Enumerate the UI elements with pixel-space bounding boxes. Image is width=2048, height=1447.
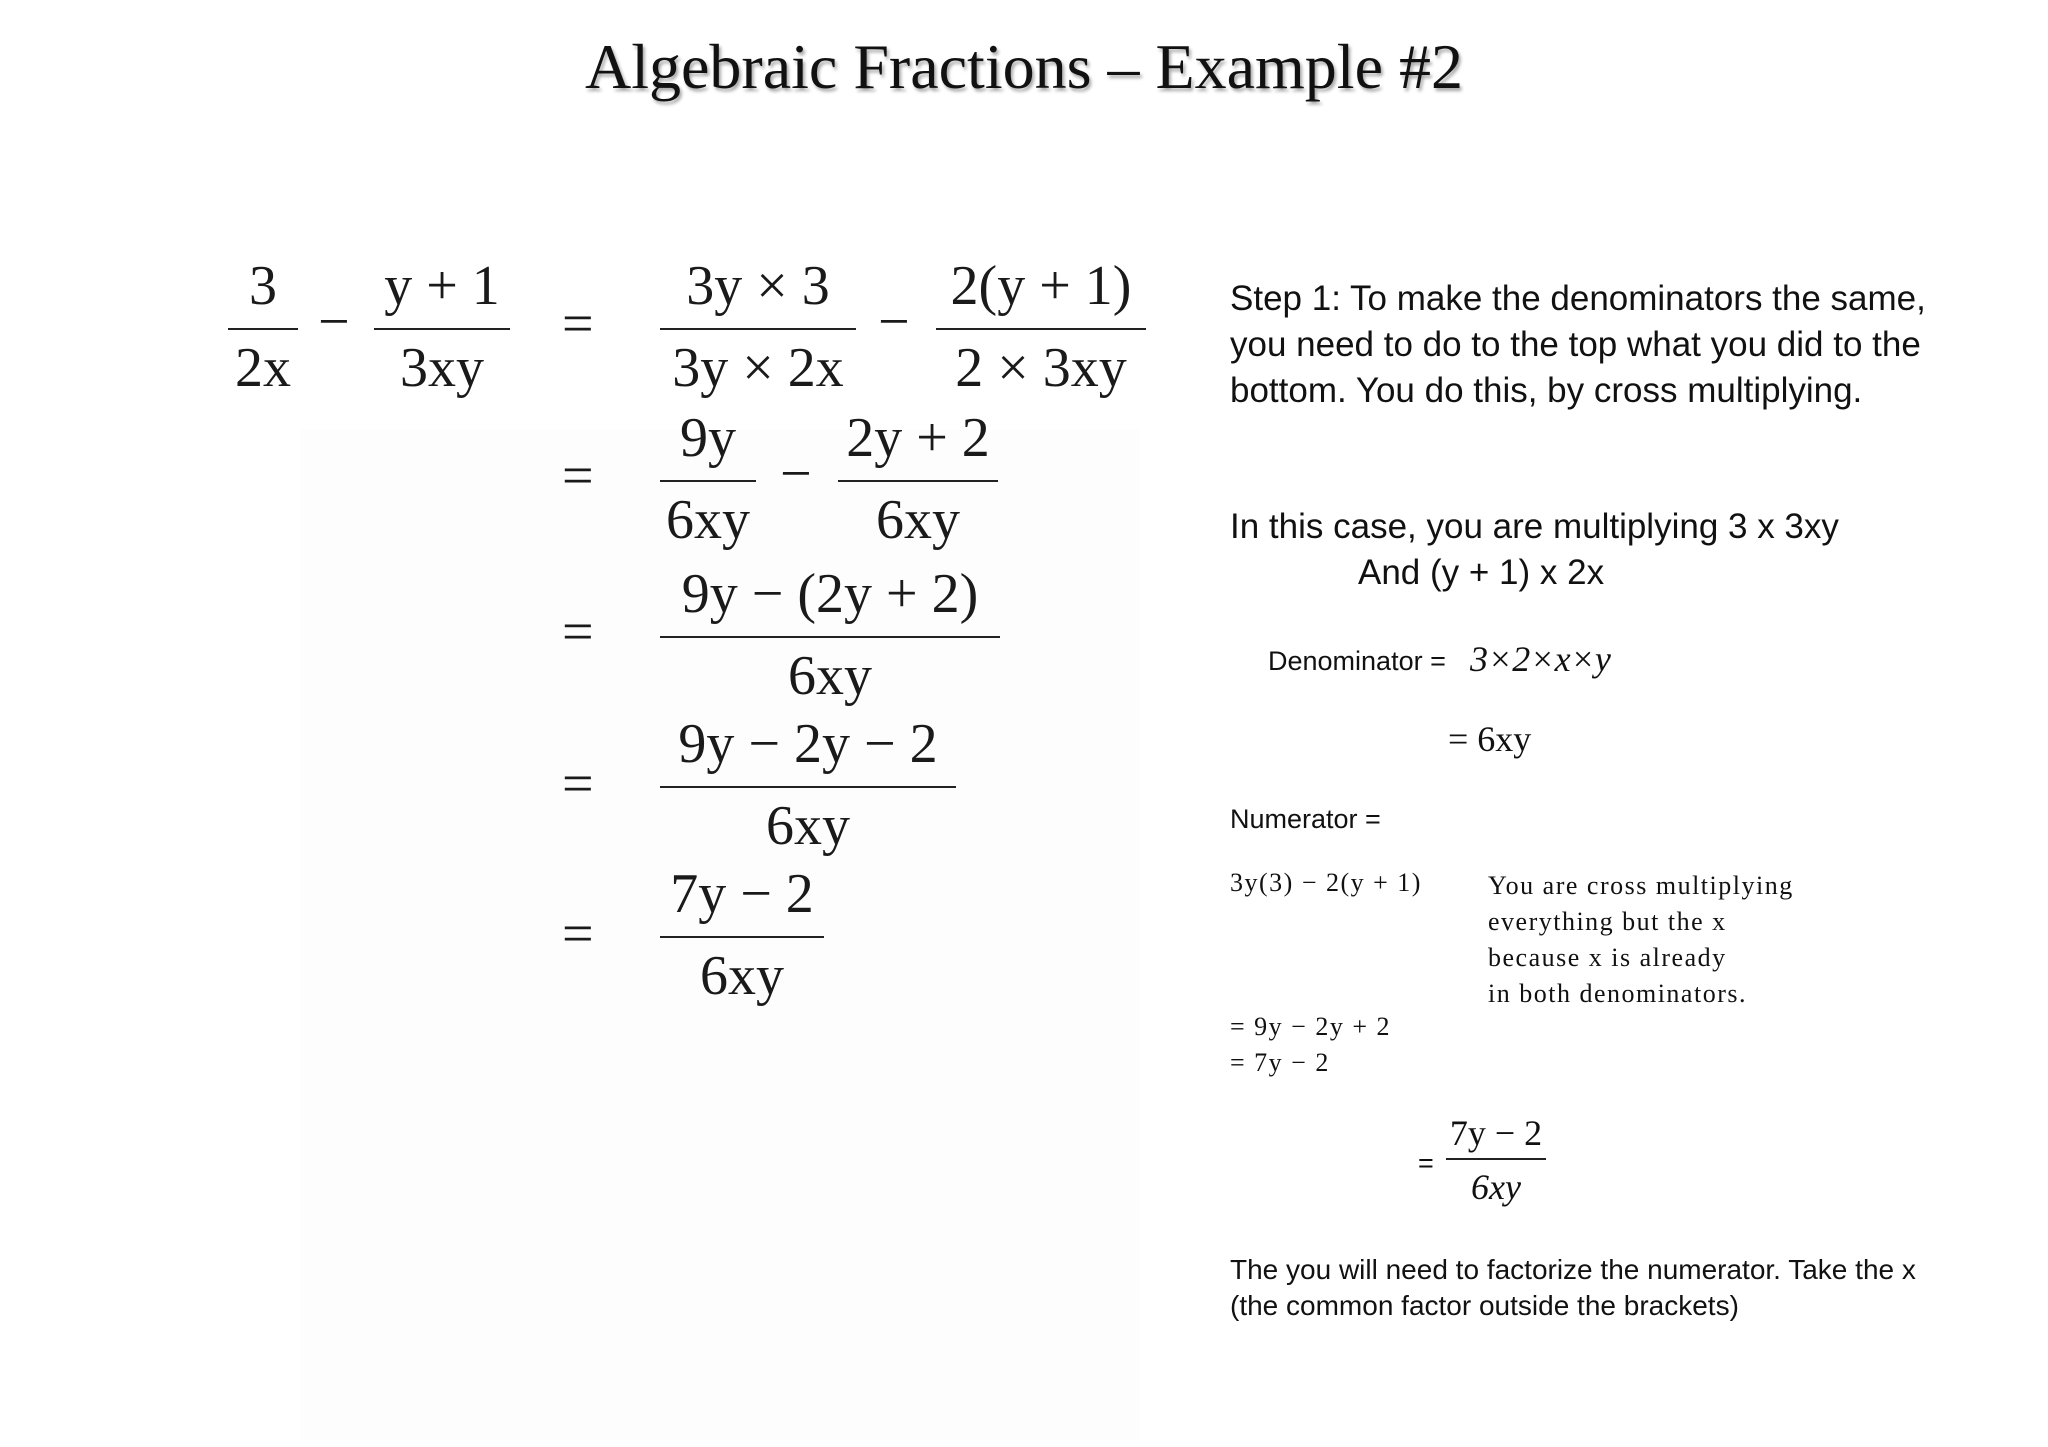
fraction-bar xyxy=(660,786,956,788)
page-title: Algebraic Fractions – Example #2 xyxy=(585,31,1463,102)
fraction-bar xyxy=(1446,1158,1546,1160)
numerator: 9y xyxy=(680,407,736,469)
fraction-combined xyxy=(660,563,1000,707)
fraction-bar xyxy=(228,328,298,330)
fraction-bar xyxy=(838,480,998,482)
numerator: 2y + 2 xyxy=(846,407,990,469)
fraction-3y3-over-3y2x xyxy=(660,255,856,399)
fraction-bar xyxy=(660,328,856,330)
step-1-text: Step 1: To make the denominators the same, you need to do to the top what you did to the bottom. You do this, by cross multiplying. xyxy=(1230,279,1926,410)
fraction-bar xyxy=(374,328,510,330)
denominator: 3xy xyxy=(400,337,484,399)
numerator: 7y − 2 xyxy=(1449,1113,1543,1153)
numerator: 9y − (2y + 2) xyxy=(681,563,979,625)
fraction-bar xyxy=(660,480,756,482)
case-line-2: And (y + 1) x 2x xyxy=(1358,553,1605,592)
note-line: You are cross multiplying xyxy=(1488,871,1794,900)
minus-sign: − xyxy=(878,291,910,353)
minus-sign: − xyxy=(780,443,812,505)
denominator: 6xy xyxy=(876,489,960,551)
fraction-result xyxy=(660,863,824,1007)
equals-sign: = xyxy=(562,753,594,815)
denominator-label: Denominator = xyxy=(1268,646,1446,676)
denominator: 6xy xyxy=(766,795,850,857)
note-line: because x is already xyxy=(1488,943,1727,972)
numerator-label: Numerator = xyxy=(1230,804,1381,834)
equals-sign: = xyxy=(562,445,594,507)
numerator: 3y × 3 xyxy=(686,255,830,317)
closing-text: The you will need to factorize the numerator. Take the x (the common factor outside the brackets) xyxy=(1230,1254,1916,1321)
numerator: 7y − 2 xyxy=(670,863,814,925)
minus-sign: − xyxy=(318,291,350,353)
denominator: 2 × 3xy xyxy=(955,337,1127,399)
denominator: 6xy xyxy=(788,645,872,707)
numerator: 9y − 2y − 2 xyxy=(678,713,938,775)
numerator: 2(y + 1) xyxy=(950,255,1132,317)
note-line: everything but the x xyxy=(1488,907,1727,936)
fraction-2y1-over-2-3xy xyxy=(936,255,1146,399)
numerator: 3 xyxy=(249,255,277,317)
fraction-y-plus-1-over-3xy xyxy=(374,255,510,399)
numerator-note xyxy=(1488,868,1794,1012)
fraction-bar xyxy=(936,328,1146,330)
final-fraction xyxy=(1446,1112,1546,1208)
denominator: 6xy xyxy=(666,489,750,551)
fraction-bar xyxy=(660,636,1000,638)
equals-sign: = xyxy=(562,601,594,663)
equals-sign: = xyxy=(562,903,594,965)
fraction-expanded xyxy=(660,713,956,857)
case-line-1: In this case, you are multiplying 3 x 3xy xyxy=(1230,507,1839,546)
numerator-step-1: = 9y − 2y + 2 xyxy=(1230,1012,1391,1041)
denominator-result: = 6xy xyxy=(1448,719,1532,759)
fraction-9y-over-6xy xyxy=(660,407,756,551)
fraction-2y2-over-6xy xyxy=(838,407,998,551)
denominator: 3y × 2x xyxy=(672,337,844,399)
note-line: in both denominators. xyxy=(1488,979,1747,1008)
equals-sign: = xyxy=(562,293,594,355)
numerator: y + 1 xyxy=(384,255,500,317)
fraction-bar xyxy=(660,936,824,938)
fraction-3-over-2x xyxy=(228,255,298,399)
denominator: 6xy xyxy=(700,945,784,1007)
numerator-expression: 3y(3) − 2(y + 1) xyxy=(1230,868,1422,897)
denominator: 6xy xyxy=(1471,1167,1521,1207)
denominator-expression: 3×2×x×y xyxy=(1470,639,1611,679)
numerator-step-2: = 7y − 2 xyxy=(1230,1048,1330,1077)
denominator: 2x xyxy=(235,337,291,399)
final-equals: = xyxy=(1418,1148,1434,1178)
